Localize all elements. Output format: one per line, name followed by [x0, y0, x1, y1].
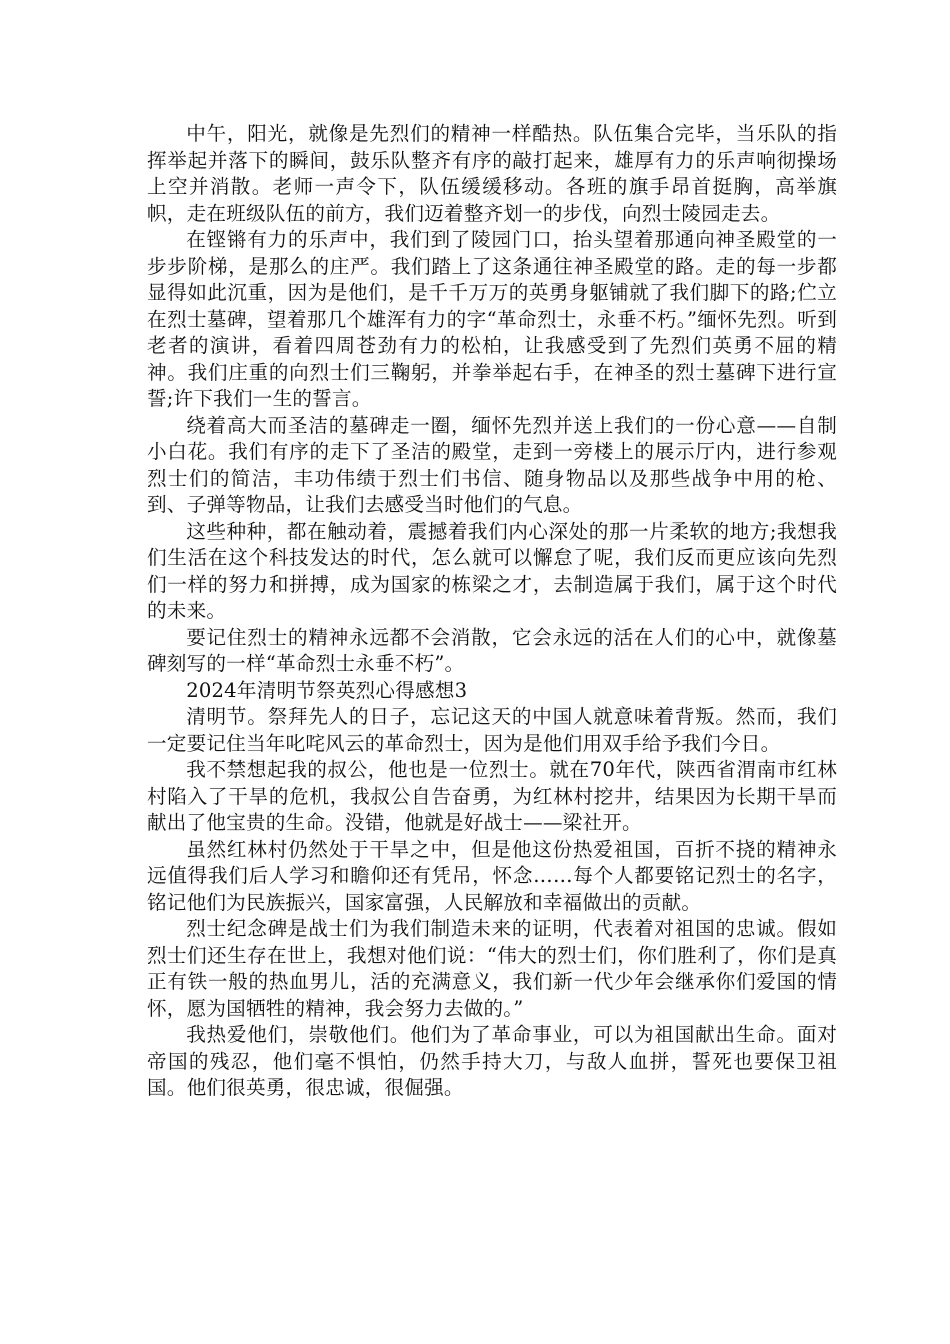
paragraph-3: 绕着高大而圣洁的墓碑走一圈，缅怀先烈并送上我们的一份心意——自制小白花。我们有序的走下了圣洁的殿堂，走到一旁楼上的展示厅内，进行参观烈士们的简洁，丰功伟绩于烈士们书信、随身物品以及那些战争中用的枪、到、子弹等物品，让我们去感受当时他们的气息。 — [147, 413, 837, 516]
paragraph-7: 我不禁想起我的叔公，他也是一位烈士。就在70年代，陕西省渭南市红林村陷入了干旱的危机，我叔公自告奋勇，为红林村挖井，结果因为长期干旱而献出了他宝贵的生命。没错，他就是好战士——梁社开。 — [147, 758, 837, 834]
paragraph-10: 我热爱他们，崇敬他们。他们为了革命事业，可以为祖国献出生命。面对帝国的残忍，他们毫不惧怕，仍然手持大刀，与敌人血拼，誓死也要保卫祖国。他们很英勇，很忠诚，很倔强。 — [147, 1023, 837, 1099]
section-heading: 2024年清明节祭英烈心得感想3 — [186, 678, 468, 702]
paragraph-6: 清明节。祭拜先人的日子，忘记这天的中国人就意味着背叛。然而，我们一定要记住当年叱咤风云的革命烈士，因为是他们用双手给予我们今日。 — [147, 705, 837, 755]
document-page — [147, 121, 837, 1102]
paragraph-2: 在铿锵有力的乐声中，我们到了陵园门口，抬头望着那通向神圣殿堂的一步步阶梯，是那么的庄严。我们踏上了这条通往神圣殿堂的路。走的每一步都显得如此沉重，因为是他们，是千千万万的英勇身躯铺就了我们脚下的路;伫立在烈士墓碑，望着那几个雄浑有力的字“革命烈士，永垂不朽。”缅怀先烈。听到老者的演讲，看着四周苍劲有力的松柏，让我感受到了先烈们英勇不屈的精神。我们庄重的向烈士们三鞠躬，并拳举起右手，在神圣的烈士墓碑下进行宣誓;许下我们一生的誓言。 — [147, 228, 837, 410]
paragraph-8: 虽然红林村仍然处于干旱之中，但是他这份热爱祖国，百折不挠的精神永远值得我们后人学习和瞻仰还有凭吊，怀念……每个人都要铭记烈士的名字，铭记他们为民族振兴，国家富强，人民解放和幸福做出的贡献。 — [147, 837, 837, 914]
paragraph-1: 中午，阳光，就像是先烈们的精神一样酷热。队伍集合完毕，当乐队的指挥举起并落下的瞬间，鼓乐队整齐有序的敲打起来，雄厚有力的乐声响彻操场上空并消散。老师一声令下，队伍缓缓移动。各班的旗手昂首挺胸，高举旗帜，走在班级队伍的前方，我们迈着整齐划一的步伐，向烈士陵园走去。 — [147, 122, 837, 225]
paragraph-5: 要记住烈士的精神永远都不会消散，它会永远的活在人们的心中，就像墓碑刻写的一样“革命烈士永垂不朽”。 — [147, 625, 837, 675]
paragraph-9: 烈士纪念碑是战士们为我们制造未来的证明，代表着对祖国的忠诚。假如烈士们还生存在世上，我想对他们说：“伟大的烈士们，你们胜利了，你们是真正有铁一般的热血男儿，活的充满意义，我们新一代少年会继承你们爱国的情怀，愿为国牺牲的精神，我会努力去做的。” — [147, 917, 837, 1020]
paragraph-4: 这些种种，都在触动着，震撼着我们内心深处的那一片柔软的地方;我想我们生活在这个科技发达的时代，怎么就可以懈怠了呢，我们反而更应该向先烈们一样的努力和拼搏，成为国家的栋梁之才，去制造属于我们，属于这个时代的未来。 — [147, 519, 837, 622]
